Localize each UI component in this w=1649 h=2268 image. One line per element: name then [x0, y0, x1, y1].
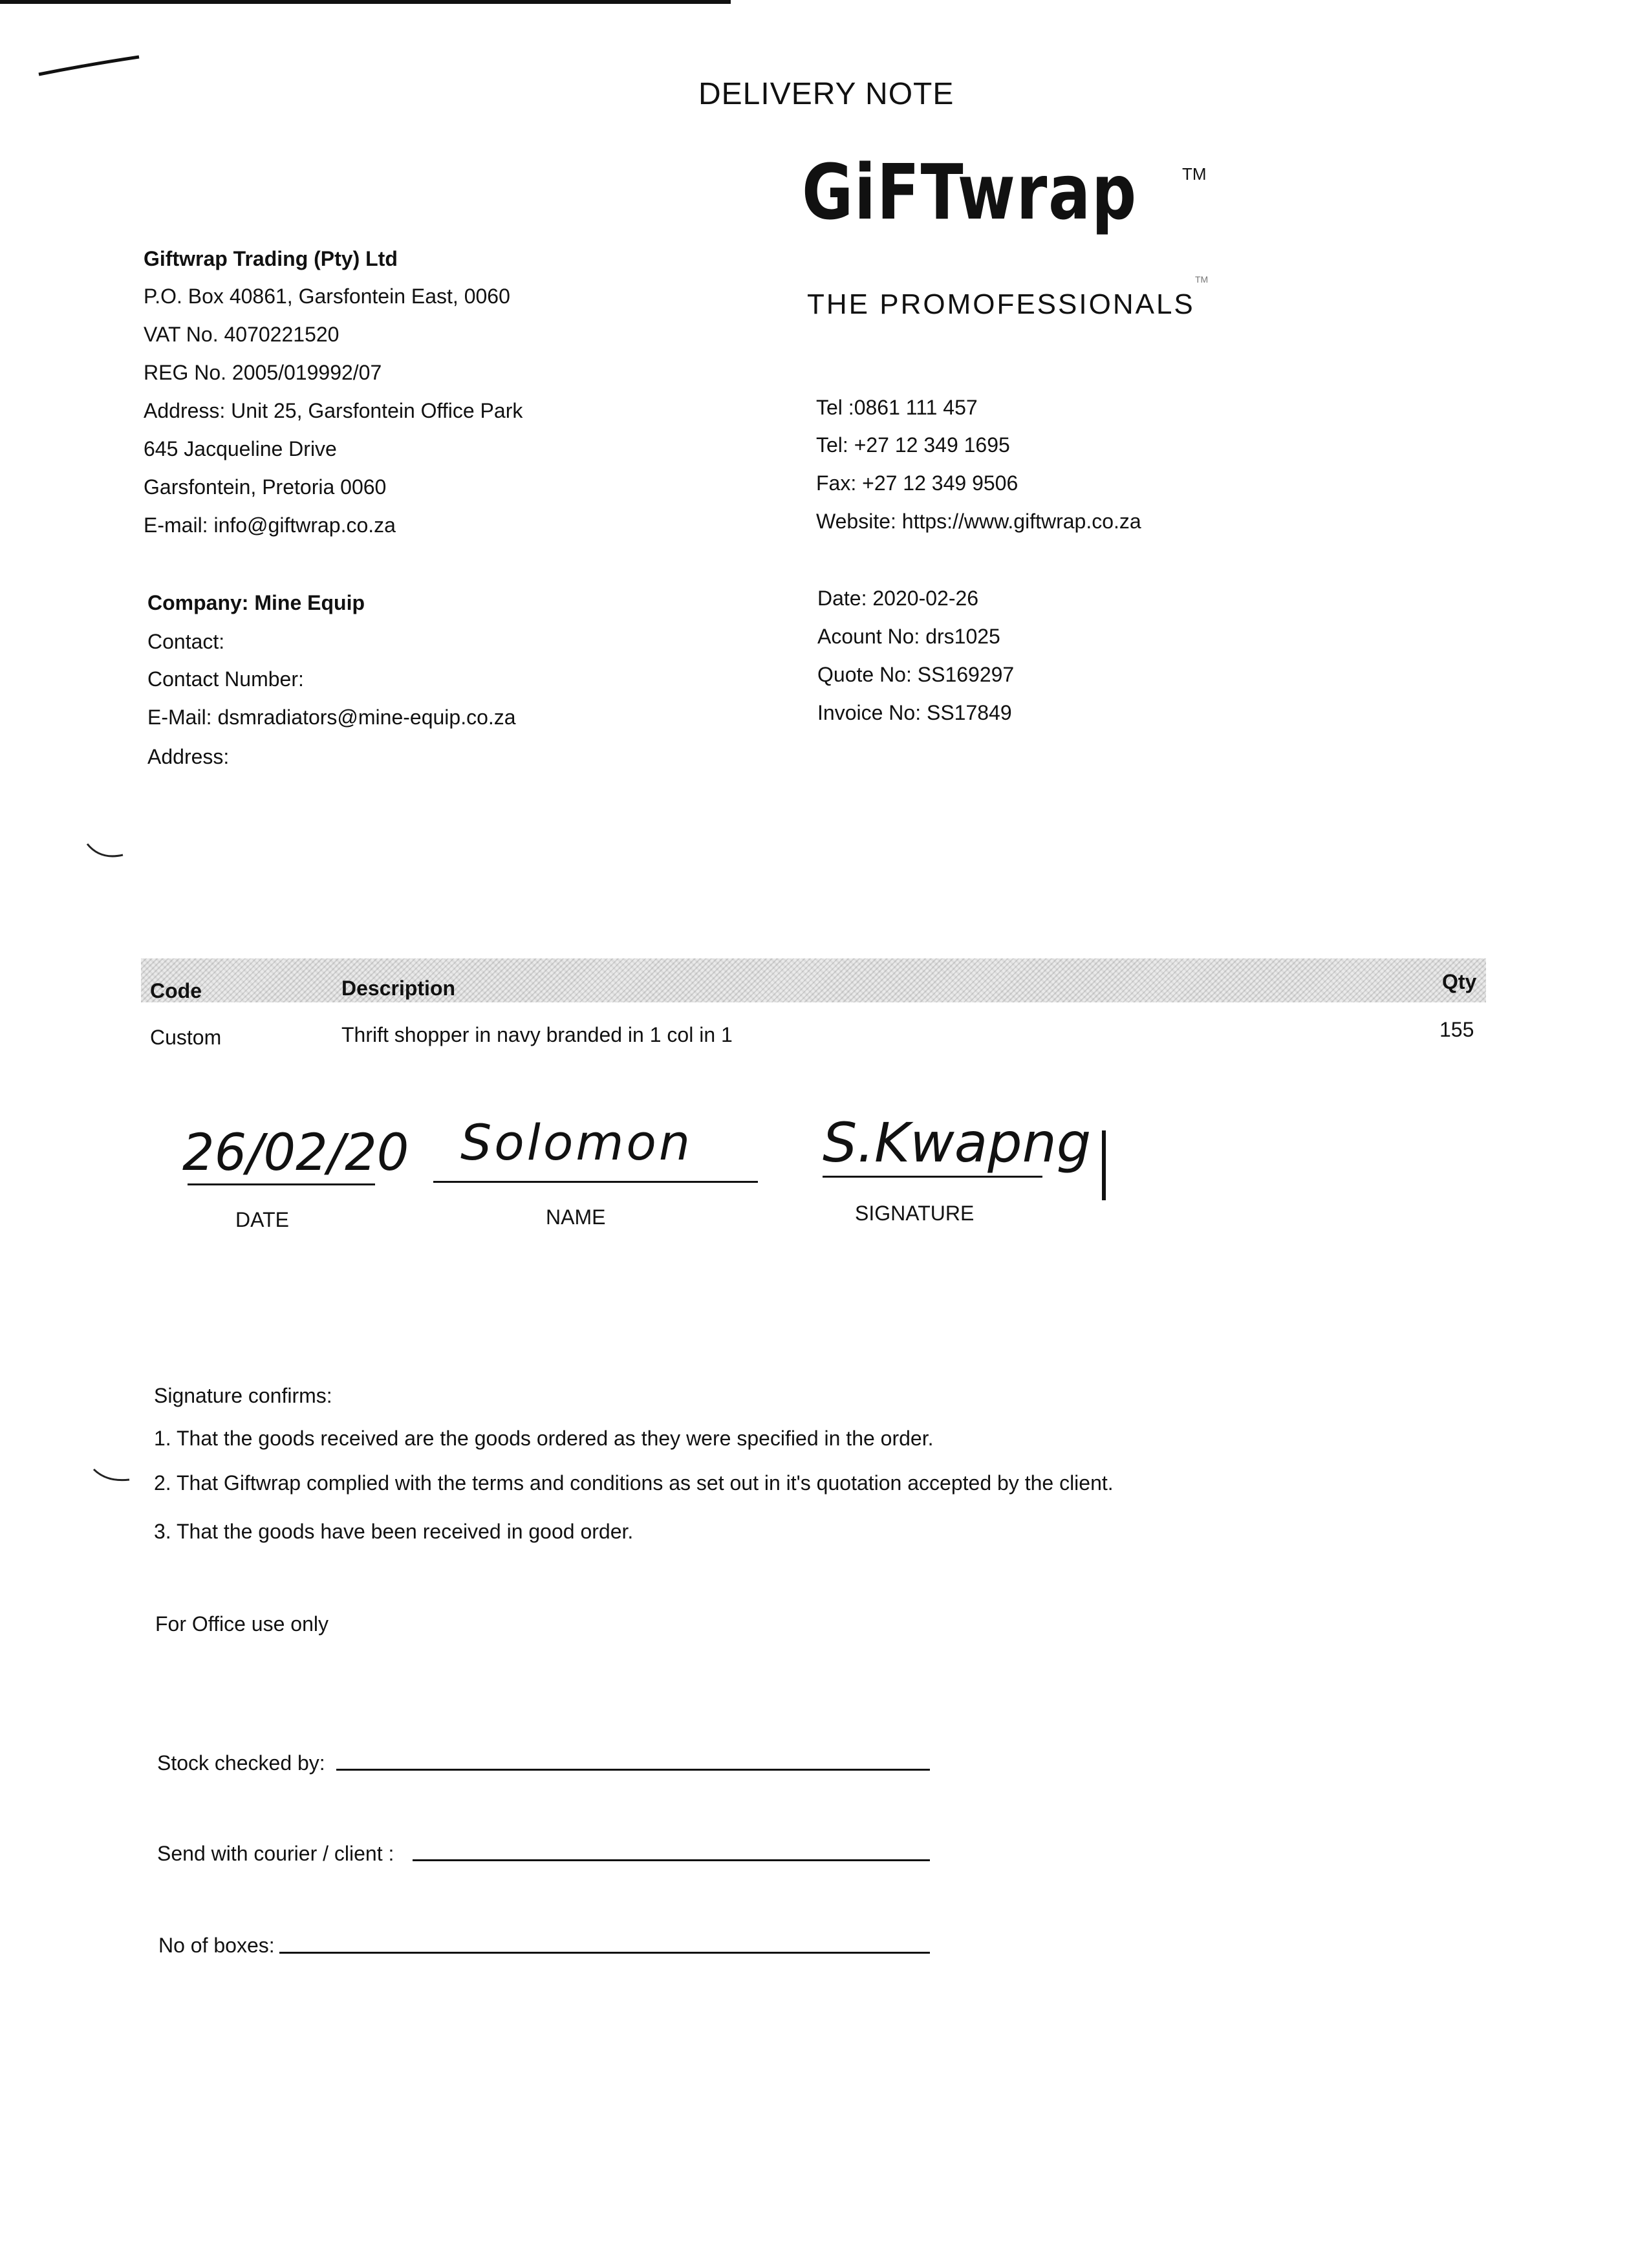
doc-quote-no: Quote No: SS169297 — [817, 663, 1015, 686]
row-code: Custom — [150, 1026, 222, 1049]
date-label: DATE — [235, 1208, 289, 1231]
sender-address-line1: Address: Unit 25, Garsfontein Office Park — [144, 399, 523, 422]
contact-fax: Fax: +27 12 349 9506 — [816, 471, 1018, 495]
doc-date: Date: 2020-02-26 — [817, 587, 979, 610]
sender-address-line3: Garsfontein, Pretoria 0060 — [144, 475, 387, 499]
customer-address: Address: — [147, 745, 230, 768]
sender-name: Giftwrap Trading (Pty) Ltd — [144, 247, 398, 270]
stock-checked-line — [336, 1769, 930, 1771]
row-qty: 155 — [1439, 1018, 1474, 1041]
logo-trademark: TM — [1182, 164, 1207, 184]
sender-po-box: P.O. Box 40861, Garsfontein East, 0060 — [144, 285, 510, 308]
name-line — [433, 1181, 758, 1183]
signature-handwritten: S.Kwapng — [823, 1111, 1092, 1174]
confirms-item: 1. That the goods received are the goods ordered as they were specified in the order. — [154, 1427, 934, 1450]
name-handwritten: Solomon — [460, 1114, 693, 1171]
document-title: DELIVERY NOTE — [698, 77, 954, 111]
stock-checked-label: Stock checked by: — [157, 1751, 325, 1775]
contact-tel2: Tel: +27 12 349 1695 — [816, 433, 1010, 457]
boxes-label: No of boxes: — [158, 1934, 275, 1957]
logo-tagline-trademark: TM — [1195, 274, 1209, 285]
scan-stray-mark — [36, 45, 146, 84]
table-header-code: Code — [150, 979, 202, 1002]
logo-wordmark: GiFTwrap — [802, 147, 1137, 237]
customer-company: Company: Mine Equip — [147, 591, 365, 614]
confirms-heading: Signature confirms: — [154, 1384, 332, 1407]
logo-tagline: THE PROMOFESSIONALS — [807, 288, 1195, 320]
confirms-item: 2. That Giftwrap complied with the terms and conditions as set out in it's quotation accepted by the client. — [154, 1471, 1114, 1495]
table-header-qty: Qty — [1442, 970, 1477, 993]
sender-reg: REG No. 2005/019992/07 — [144, 361, 382, 384]
date-handwritten: 26/02/20 — [182, 1124, 409, 1182]
signature-label: SIGNATURE — [855, 1202, 975, 1225]
signature-flourish — [1102, 1130, 1106, 1200]
scan-top-border — [0, 0, 731, 4]
send-with-label: Send with courier / client : — [157, 1842, 394, 1865]
sender-email: E-mail: info@giftwrap.co.za — [144, 513, 396, 537]
customer-contact: Contact: — [147, 630, 225, 653]
sender-vat: VAT No. 4070221520 — [144, 323, 339, 346]
name-label: NAME — [546, 1205, 606, 1229]
office-heading: For Office use only — [155, 1612, 329, 1636]
boxes-line — [279, 1952, 930, 1954]
scan-tick-mark — [91, 1463, 136, 1489]
customer-email: E-Mail: dsmradiators@mine-equip.co.za — [147, 706, 516, 729]
date-line — [188, 1183, 375, 1185]
table-header-description: Description — [341, 977, 456, 1000]
contact-website: Website: https://www.giftwrap.co.za — [816, 510, 1141, 533]
sender-address-line2: 645 Jacqueline Drive — [144, 437, 337, 460]
scan-tick-mark — [84, 841, 129, 867]
send-with-line — [413, 1859, 930, 1861]
row-description: Thrift shopper in navy branded in 1 col in 1 — [341, 1023, 733, 1046]
contact-tel1: Tel :0861 111 457 — [816, 396, 978, 419]
signature-line — [823, 1176, 1042, 1178]
doc-account-no: Acount No: drs1025 — [817, 625, 1000, 648]
confirms-item: 3. That the goods have been received in good order. — [154, 1520, 634, 1543]
doc-invoice-no: Invoice No: SS17849 — [817, 701, 1012, 724]
customer-contact-number: Contact Number: — [147, 667, 304, 691]
